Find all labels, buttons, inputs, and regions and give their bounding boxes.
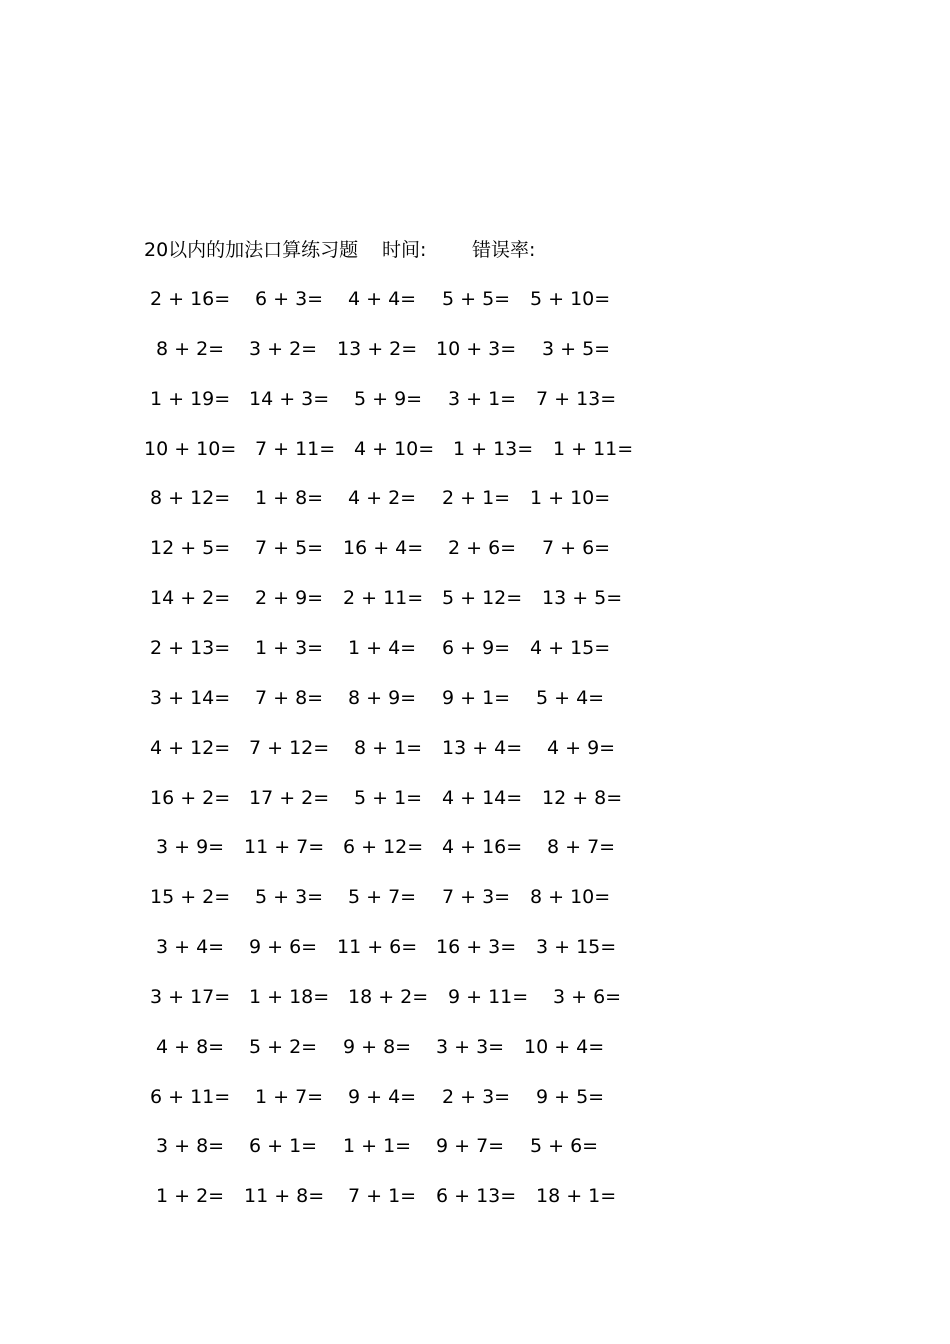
- addition-problem: 8 + 2=: [156, 337, 225, 360]
- addition-problem: 1 + 4=: [348, 636, 417, 659]
- addition-problem: 1 + 19=: [150, 387, 231, 410]
- addition-problem: 2 + 11=: [343, 587, 424, 610]
- addition-problem: 4 + 12=: [150, 736, 231, 759]
- addition-problem: 12 + 5=: [150, 537, 231, 560]
- addition-problem: 5 + 5=: [442, 288, 511, 310]
- addition-problem: 4 + 8=: [156, 1035, 225, 1058]
- addition-problem: 1 + 7=: [255, 1085, 324, 1108]
- addition-problem: 5 + 3=: [255, 886, 324, 909]
- addition-problem: 5 + 7=: [348, 886, 417, 909]
- addition-problem: 9 + 11=: [448, 985, 529, 1008]
- error-rate-label: 错误率:: [472, 239, 536, 261]
- addition-problem: 5 + 1=: [354, 786, 423, 809]
- addition-problem: 3 + 6=: [553, 985, 622, 1008]
- addition-problem: 4 + 4=: [348, 288, 417, 310]
- addition-problem: 3 + 1=: [448, 387, 517, 410]
- addition-problem: 2 + 13=: [150, 636, 231, 659]
- addition-problem: 13 + 5=: [542, 587, 623, 610]
- addition-problem: 9 + 6=: [249, 936, 318, 959]
- addition-problem: 14 + 3=: [249, 387, 330, 410]
- addition-problem: 16 + 4=: [343, 537, 424, 560]
- addition-problem: 7 + 3=: [442, 886, 511, 909]
- addition-problem: 8 + 9=: [348, 686, 417, 709]
- addition-problem: 4 + 9=: [547, 736, 616, 759]
- addition-problem: 3 + 4=: [156, 936, 225, 959]
- addition-problem: 3 + 5=: [542, 337, 611, 360]
- addition-problem: 6 + 11=: [150, 1085, 231, 1108]
- addition-problem: 18 + 2=: [348, 985, 429, 1008]
- addition-problem: 10 + 10=: [144, 437, 237, 460]
- addition-problem: 13 + 4=: [442, 736, 523, 759]
- addition-problem: 7 + 5=: [255, 537, 324, 560]
- addition-problem: 10 + 4=: [524, 1035, 605, 1058]
- addition-problem: 2 + 1=: [442, 487, 511, 510]
- addition-problem: 7 + 6=: [542, 537, 611, 560]
- addition-problem: 6 + 1=: [249, 1135, 318, 1158]
- addition-problem: 7 + 11=: [255, 437, 336, 460]
- addition-problem: 1 + 2=: [156, 1185, 225, 1208]
- addition-problem: 2 + 16=: [150, 288, 231, 310]
- addition-problem: 9 + 4=: [348, 1085, 417, 1108]
- addition-problem: 3 + 17=: [150, 985, 231, 1008]
- addition-problem: 6 + 12=: [343, 836, 424, 859]
- addition-problem: 7 + 13=: [536, 387, 617, 410]
- addition-problem: 6 + 9=: [442, 636, 511, 659]
- addition-problem: 2 + 6=: [448, 537, 517, 560]
- addition-problem: 3 + 9=: [156, 836, 225, 859]
- addition-problem: 5 + 6=: [530, 1135, 599, 1158]
- addition-problem: 2 + 9=: [255, 587, 324, 610]
- addition-problem: 4 + 15=: [530, 636, 611, 659]
- addition-problem: 15 + 2=: [150, 886, 231, 909]
- addition-problem: 2 + 3=: [442, 1085, 511, 1108]
- addition-problem: 16 + 2=: [150, 786, 231, 809]
- addition-problem: 9 + 7=: [436, 1135, 505, 1158]
- addition-problem: 5 + 9=: [354, 387, 423, 410]
- addition-problem: 3 + 14=: [150, 686, 231, 709]
- addition-problem: 17 + 2=: [249, 786, 330, 809]
- addition-problem: 1 + 8=: [255, 487, 324, 510]
- addition-problem: 5 + 4=: [536, 686, 605, 709]
- addition-problem: 8 + 10=: [530, 886, 611, 909]
- addition-problem: 7 + 8=: [255, 686, 324, 709]
- worksheet-title: 20以内的加法口算练习题: [144, 239, 359, 261]
- addition-problem: 1 + 11=: [553, 437, 634, 460]
- addition-problem: 18 + 1=: [536, 1185, 617, 1208]
- addition-problem: 3 + 8=: [156, 1135, 225, 1158]
- addition-problem: 6 + 13=: [436, 1185, 517, 1208]
- addition-problem: 4 + 14=: [442, 786, 523, 809]
- addition-problem: 14 + 2=: [150, 587, 231, 610]
- addition-problem: 13 + 2=: [337, 337, 418, 360]
- addition-problem: 16 + 3=: [436, 936, 517, 959]
- addition-problem: 6 + 3=: [255, 288, 324, 310]
- addition-problem: 7 + 12=: [249, 736, 330, 759]
- addition-problem: 12 + 8=: [542, 786, 623, 809]
- addition-problem: 11 + 8=: [244, 1185, 325, 1208]
- addition-problem: 10 + 3=: [436, 337, 517, 360]
- addition-problem: 9 + 8=: [343, 1035, 412, 1058]
- addition-problem: 3 + 15=: [536, 936, 617, 959]
- addition-problem: 8 + 12=: [150, 487, 231, 510]
- addition-problem: 3 + 2=: [249, 337, 318, 360]
- addition-problem: 9 + 5=: [536, 1085, 605, 1108]
- addition-problem: 4 + 16=: [442, 836, 523, 859]
- addition-problem: 1 + 18=: [249, 985, 330, 1008]
- addition-problem: 4 + 2=: [348, 487, 417, 510]
- addition-problem: 1 + 10=: [530, 487, 611, 510]
- addition-problem: 5 + 10=: [530, 288, 611, 310]
- addition-problem: 11 + 6=: [337, 936, 418, 959]
- addition-problem: 8 + 7=: [547, 836, 616, 859]
- addition-problem: 1 + 1=: [343, 1135, 412, 1158]
- addition-problem: 11 + 7=: [244, 836, 325, 859]
- addition-problem: 5 + 12=: [442, 587, 523, 610]
- addition-problem: 4 + 10=: [354, 437, 435, 460]
- addition-problem: 5 + 2=: [249, 1035, 318, 1058]
- addition-problem: 1 + 3=: [255, 636, 324, 659]
- addition-problem: 3 + 3=: [436, 1035, 505, 1058]
- addition-problem: 7 + 1=: [348, 1185, 417, 1208]
- addition-problem: 9 + 1=: [442, 686, 511, 709]
- addition-problem: 8 + 1=: [354, 736, 423, 759]
- time-label: 时间:: [382, 239, 427, 261]
- addition-problem: 1 + 13=: [453, 437, 534, 460]
